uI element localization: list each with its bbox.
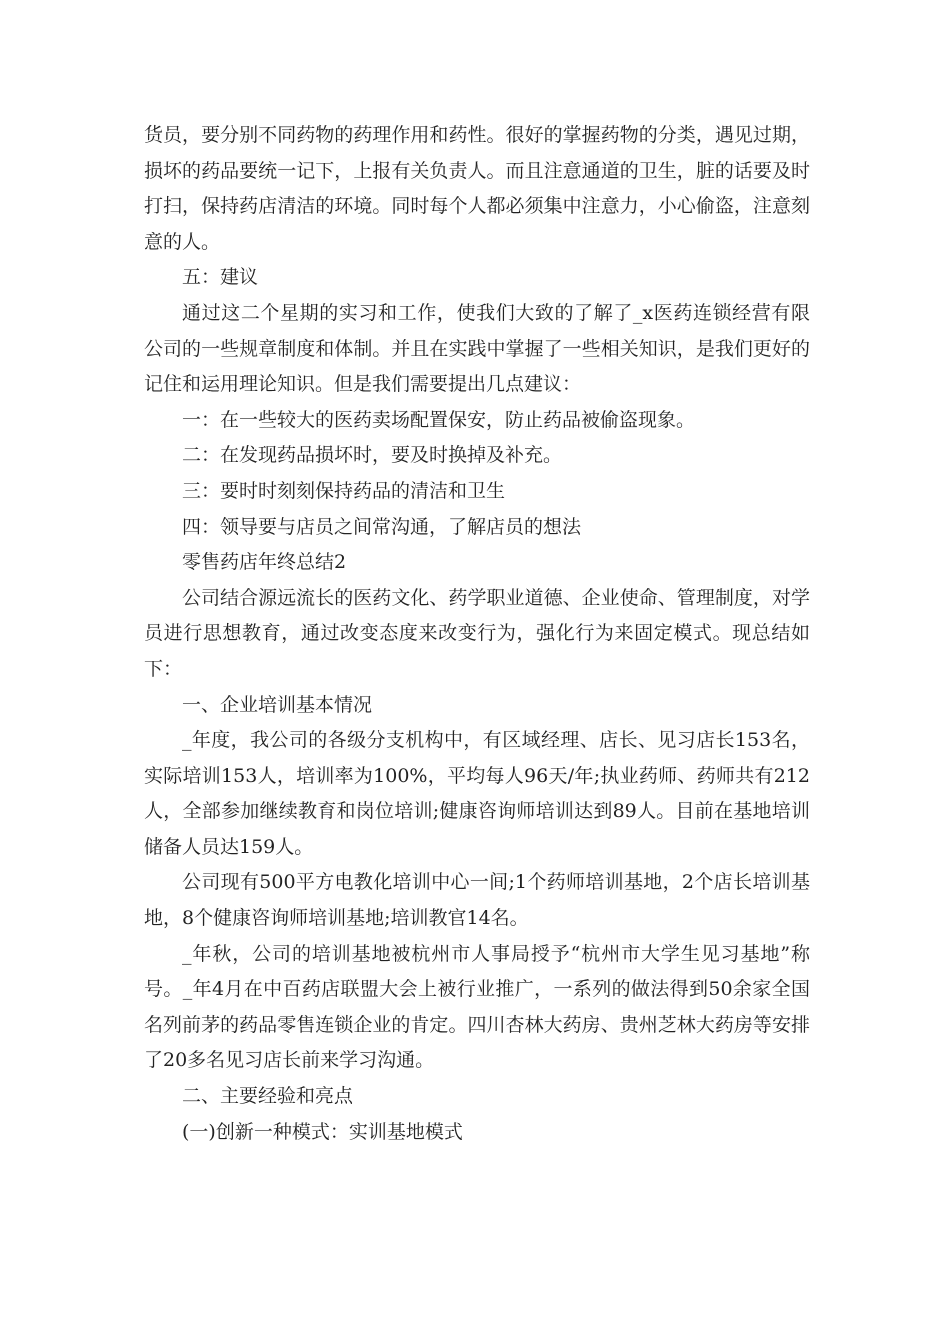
body-paragraph: 公司现有500平方电教化培训中心一间;1个药师培训基地，2个店长培训基地，8个健康咨询师培训基地;培训教官14名。: [144, 871, 810, 930]
section-heading: 五：建议: [182, 266, 259, 289]
suggestion-item: 三：要时时刻刻保持药品的清洁和卫生: [182, 479, 506, 502]
section-heading: 二、主要经验和亮点: [182, 1085, 354, 1108]
body-paragraph: 公司结合源远流长的医药文化、药学职业道德、企业使命、管理制度，对学员进行思想教育，通过改变态度来改变行为，强化行为来固定模式。现总结如下：: [144, 586, 810, 680]
suggestion-item: 二：在发现药品损坏时，要及时换掉及补充。: [182, 444, 563, 467]
suggestion-item: 四：领导要与店员之间常沟通，了解店员的想法: [182, 515, 582, 538]
body-paragraph: _年秋，公司的培训基地被杭州市人事局授予“杭州市大学生见习基地”称号。_年4月在中百药店联盟大会上被行业推广，一系列的做法得到50余家全国名列前茅的药品零售连锁企业的肯定。四川杏林大药房、贵州芝林大药房等安排了20多名见习店长前来学习沟通。: [144, 942, 810, 1072]
body-paragraph: 货员，要分别不同药物的药理作用和药性。很好的掌握药物的分类，遇见过期，损坏的药品要统一记下，上报有关负责人。而且注意通道的卫生，脏的话要及时打扫，保持药店清洁的环境。同时每个人都必须集中注意力，小心偷盗，注意刻意的人。: [144, 124, 810, 253]
subsection-heading: (一)创新一种模式：实训基地模式: [182, 1120, 463, 1143]
body-paragraph: 通过这二个星期的实习和工作，使我们大致的了解了_x医药连锁经营有限公司的一些规章制度和体制。并且在实践中掌握了一些相关知识，是我们更好的记住和运用理论知识。但是我们需要提出几点建议：: [144, 301, 810, 396]
suggestion-item: 一：在一些较大的医药卖场配置保安，防止药品被偷盗现象。: [182, 408, 696, 431]
body-paragraph: _年度，我公司的各级分支机构中，有区域经理、店长、见习店长153名，实际培训153人，培训率为100%，平均每人96天/年;执业药师、药师共有212人，全部参加继续教育和岗位培训;健康咨询师培训达到89人。目前在基地培训储备人员达159人。: [144, 729, 810, 858]
document-page: [144, 118, 810, 1150]
section-heading: 一、企业培训基本情况: [182, 693, 373, 716]
document-subtitle: 零售药店年终总结2: [182, 551, 347, 574]
